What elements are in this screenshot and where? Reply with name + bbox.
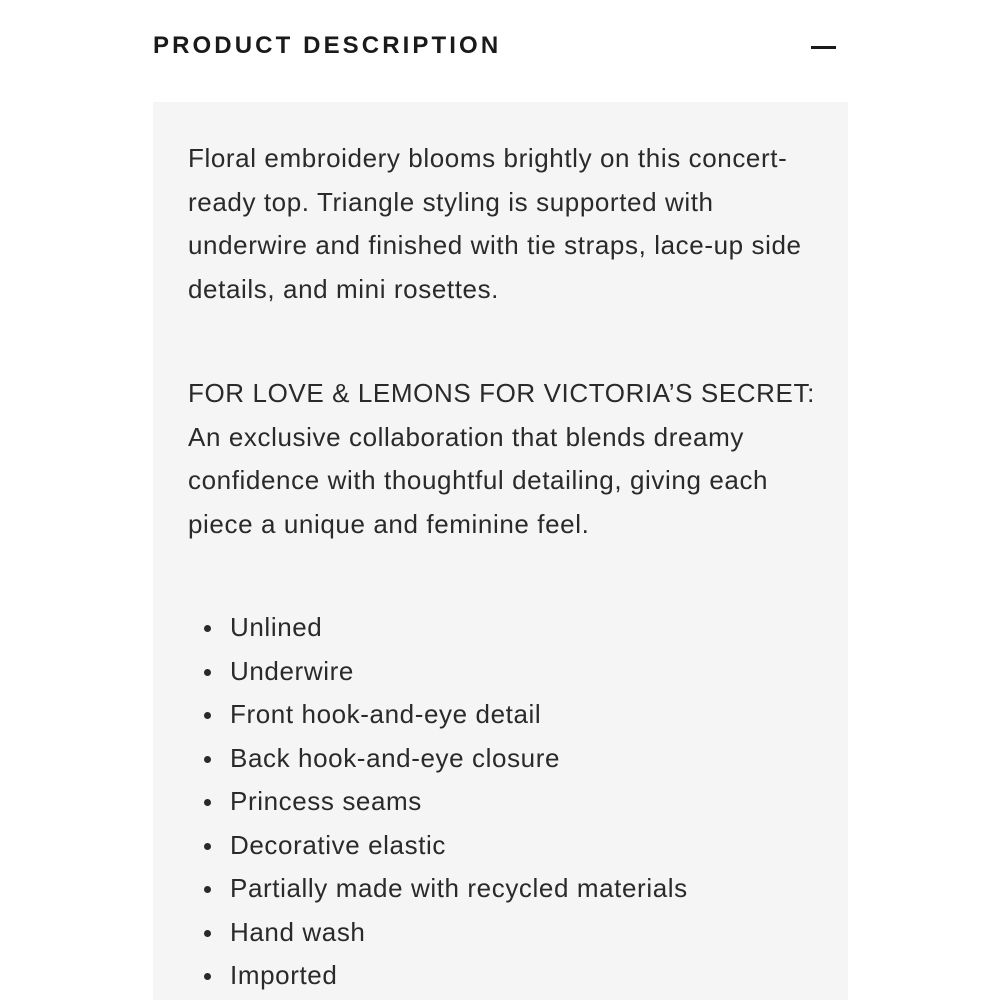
list-item (188, 867, 828, 911)
collaboration-heading: FOR LOVE & LEMONS FOR VICTORIA’S SECRET: (188, 378, 815, 408)
bullet-icon (204, 669, 211, 676)
feature-text: Princess seams (230, 786, 422, 816)
list-item (188, 780, 828, 824)
list-item (188, 737, 828, 781)
feature-text: Imported (230, 960, 338, 990)
feature-text: Unlined (230, 612, 323, 642)
section-title: PRODUCT DESCRIPTION (153, 32, 502, 59)
feature-text: Hand wash (230, 916, 366, 947)
list-item (188, 606, 828, 650)
list-item (188, 824, 828, 868)
description-panel (153, 102, 848, 1000)
collaboration-paragraph (188, 372, 828, 546)
feature-text: Partially made with recycled materials (230, 873, 688, 903)
bullet-icon (204, 886, 211, 893)
feature-text: Decorative elastic (230, 829, 446, 860)
feature-list (188, 606, 828, 998)
bullet-icon (204, 973, 211, 980)
bullet-icon (204, 799, 211, 806)
accordion-header[interactable] (153, 28, 848, 68)
feature-text: Underwire (230, 655, 354, 686)
list-item (188, 954, 828, 998)
description-paragraph: Floral embroidery blooms brightly on this concert-ready top. Triangle styling is supported with underwire and finished with tie straps, lace-up side details, and mini rosettes. (188, 143, 802, 304)
feature-text: Front hook-and-eye detail (230, 699, 542, 729)
bullet-icon (204, 756, 211, 763)
product-description-accordion (153, 0, 848, 1000)
bullet-icon (204, 712, 211, 719)
bullet-icon (204, 843, 211, 850)
description-content (188, 137, 828, 998)
list-item (188, 693, 828, 737)
bullet-icon (204, 625, 211, 632)
minus-icon[interactable] (811, 46, 836, 49)
feature-text: Back hook-and-eye closure (230, 742, 561, 773)
collaboration-text: An exclusive collaboration that blends dreamy confidence with thoughtful detailing, giving each piece a unique and feminine feel. (188, 421, 769, 539)
bullet-icon (204, 930, 211, 937)
list-item (188, 911, 828, 955)
list-item (188, 650, 828, 694)
